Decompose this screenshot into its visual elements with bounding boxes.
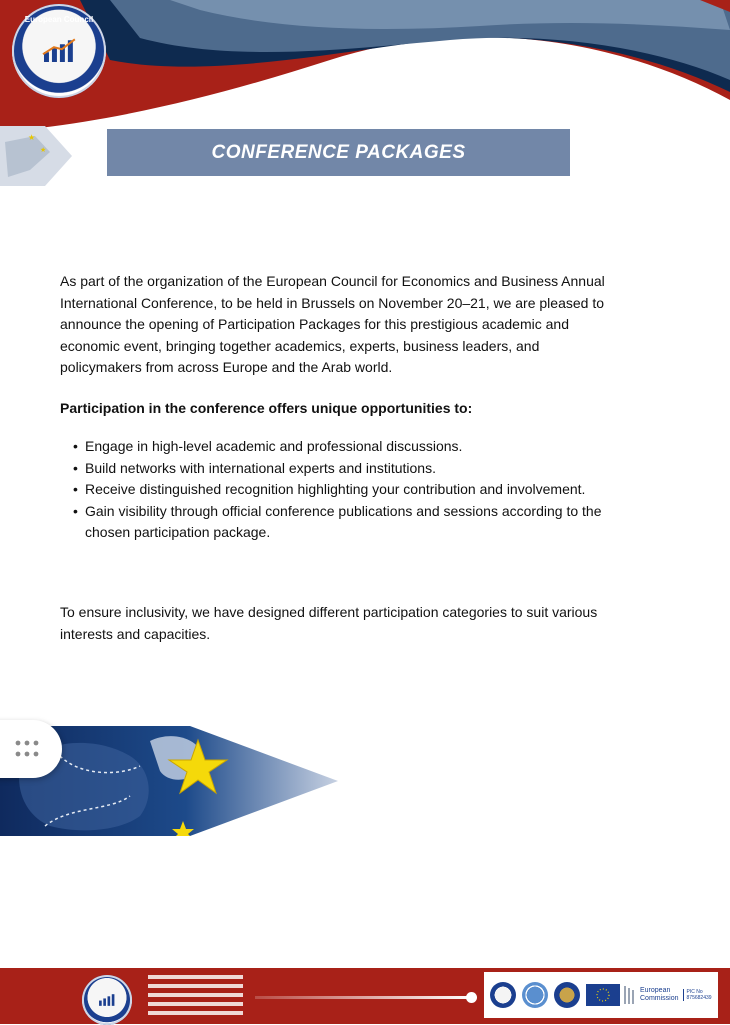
- closing-paragraph: To ensure inclusivity, we have designed different participation categories to suit various interests and capacities.: [60, 604, 598, 642]
- footer-stripe: [148, 975, 243, 979]
- footer-stripe: [148, 984, 243, 988]
- logo-text: European Council: [24, 15, 94, 25]
- footer-logo: [82, 975, 132, 1025]
- council-mini-logo: [490, 982, 516, 1008]
- svg-text:★: ★: [40, 146, 47, 154]
- pic-number: PIC No 875682439: [683, 989, 718, 1001]
- eu-flag-icon: [586, 984, 620, 1006]
- chart-bars-icon: [42, 38, 76, 62]
- footer-stripe: [148, 993, 243, 997]
- footer-stripe: [148, 1002, 243, 1006]
- page-title: CONFERENCE PACKAGES: [211, 141, 466, 163]
- menu-tab[interactable]: [0, 720, 62, 778]
- title-banner: [107, 129, 570, 176]
- ec-line1: European: [640, 987, 671, 994]
- un-logo-icon: [522, 982, 548, 1008]
- footer-line: [255, 996, 473, 999]
- opportunities-list: [60, 436, 605, 544]
- list-item: • Receive distinguished recognition highlighting your contribution and involvement.: [60, 479, 605, 501]
- partner-logo-icon: [554, 982, 580, 1008]
- list-item: • Gain visibility through official conference publications and sessions according to the chosen participation package.: [60, 501, 605, 544]
- intro-paragraph: As part of the organization of the European Council for Economics and Business Annual International Conference, to be held in Brussels on November 20–21, we are pleased to announce the opening of Participation Packages for this prestigious academic and economic event, bringing together academics, experts, business leaders, and policymakers from across Europe and the Arab world.: [60, 273, 605, 375]
- footer-line-knob: [466, 992, 477, 1003]
- footer-stripe: [148, 1011, 243, 1015]
- list-item: • Engage in high-level academic and professional discussions.: [60, 436, 605, 458]
- dots-grid-icon: [15, 740, 43, 758]
- svg-text:★: ★: [28, 133, 36, 142]
- ec-text: [640, 987, 679, 1003]
- partner-logos-box: [484, 972, 718, 1018]
- ec-logo-icon: [622, 984, 636, 1006]
- chart-bars-icon: [98, 993, 116, 1006]
- european-council-logo: [12, 4, 106, 98]
- ec-line2: Commission: [640, 995, 679, 1002]
- side-arrow-graphic: [0, 122, 80, 192]
- opportunities-heading: Participation in the conference offers unique opportunities to:: [60, 400, 473, 416]
- list-item: • Build networks with international experts and institutions.: [60, 458, 605, 480]
- header-wave-graphic: [0, 0, 730, 140]
